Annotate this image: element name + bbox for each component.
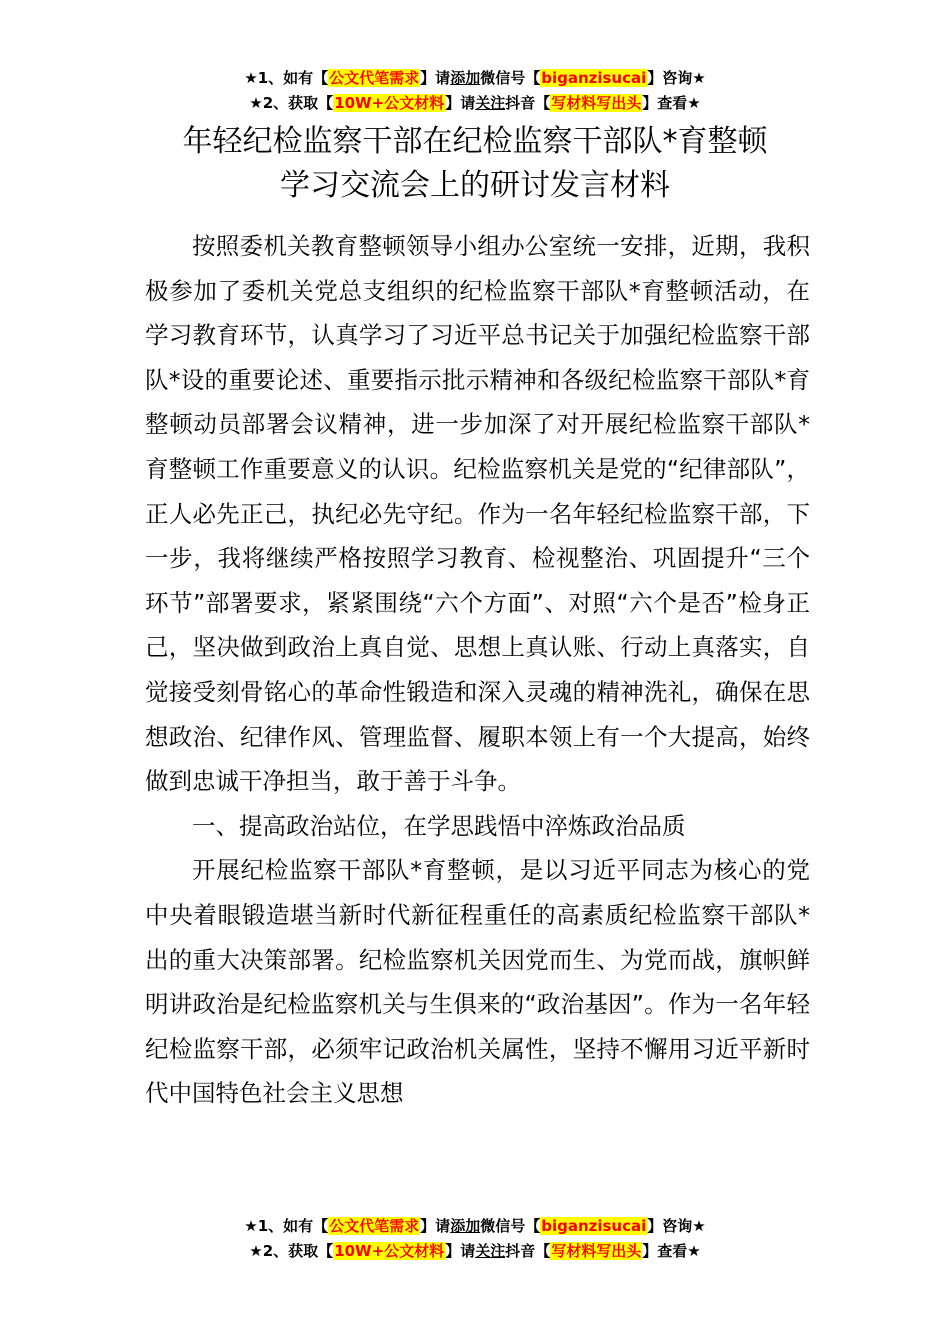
highlight-text: 公文代笔需求 bbox=[329, 1217, 420, 1235]
highlight-text: biganzisucai bbox=[541, 1217, 647, 1235]
underlined-text: 添加 bbox=[450, 69, 481, 87]
underlined-text: 添加 bbox=[450, 1217, 481, 1235]
notice-text: ★1、如有【 bbox=[244, 69, 329, 87]
highlight-text: 公文代笔需求 bbox=[329, 69, 420, 87]
notice-line-1 bbox=[0, 1214, 950, 1239]
title-line-2: 学习交流会上的研讨发言材料 bbox=[280, 168, 670, 203]
notice-text: 微信号【 bbox=[480, 1217, 541, 1235]
header-notice bbox=[0, 66, 950, 116]
underlined-text: 关注 bbox=[475, 94, 506, 112]
document-title bbox=[0, 120, 950, 208]
notice-text: 】查看★ bbox=[642, 94, 701, 112]
notice-text: 】请 bbox=[420, 1217, 451, 1235]
notice-text: 】请 bbox=[420, 69, 451, 87]
notice-text: 】查看★ bbox=[642, 1242, 701, 1260]
highlight-text: 写材料写出头 bbox=[551, 1242, 642, 1260]
body-paragraph: 开展纪检监察干部队*育整顿，是以习近平同志为核心的党中央着眼锻造堪当新时代新征程重任的高素质纪检监察干部队*出的重大决策部署。纪检监察机关因党而生、为党而战，旗帜鲜明讲政治是纪检监察机关与生俱来的“政治基因”。作为一名年轻纪检监察干部，必须牢记政治机关属性，坚持不懈用习近平新时代中国特色社会主义思想 bbox=[145, 856, 810, 1108]
notice-line-1 bbox=[0, 66, 950, 91]
document-body bbox=[145, 224, 810, 1116]
notice-text: ★1、如有【 bbox=[244, 1217, 329, 1235]
highlight-text: biganzisucai bbox=[541, 69, 647, 87]
highlight-text: 10W+公文材料 bbox=[334, 94, 445, 112]
notice-text: 微信号【 bbox=[480, 69, 541, 87]
notice-line-2 bbox=[0, 1239, 950, 1264]
notice-line-2 bbox=[0, 91, 950, 116]
notice-text: 】请 bbox=[445, 94, 476, 112]
section-heading: 一、提高政治站位，在学思践悟中淬炼政治品质 bbox=[192, 811, 686, 840]
notice-text: ★2、获取【 bbox=[249, 94, 334, 112]
notice-text: ★2、获取【 bbox=[249, 1242, 334, 1260]
highlight-text: 10W+公文材料 bbox=[334, 1242, 445, 1260]
body-paragraph: 按照委机关教育整顿领导小组办公室统一安排，近期，我积极参加了委机关党总支组织的纪检监察干部队*育整顿活动，在学习教育环节，认真学习了习近平总书记关于加强纪检监察干部队*设的重要论述、重要指示批示精神和各级纪检监察干部队*育整顿动员部署会议精神，进一步加深了对开展纪检监察干部队*育整顿工作重要意义的认识。纪检监察机关是党的“纪律部队”，正人必先正己，执纪必先守纪。作为一名年轻纪检监察干部，下一步，我将继续严格按照学习教育、检视整治、巩固提升“三个环节”部署要求，紧紧围绕“六个方面”、对照“六个是否”检身正己，坚决做到政治上真自觉、思想上真认账、行动上真落实，自觉接受刻骨铭心的革命性锻造和深入灵魂的精神洗礼，确保在思想政治、纪律作风、管理监督、履职本领上有一个大提高，始终做到忠诚干净担当，敢于善于斗争。 bbox=[145, 232, 810, 796]
footer-notice bbox=[0, 1214, 950, 1264]
highlight-text: 写材料写出头 bbox=[551, 94, 642, 112]
notice-text: 】咨询★ bbox=[647, 69, 706, 87]
underlined-text: 关注 bbox=[475, 1242, 506, 1260]
notice-text: 】咨询★ bbox=[647, 1217, 706, 1235]
notice-text: 】请 bbox=[445, 1242, 476, 1260]
title-line-1: 年轻纪检监察干部在纪检监察干部队*育整顿 bbox=[182, 124, 768, 159]
notice-text: 抖音【 bbox=[505, 1242, 551, 1260]
notice-text: 抖音【 bbox=[505, 94, 551, 112]
